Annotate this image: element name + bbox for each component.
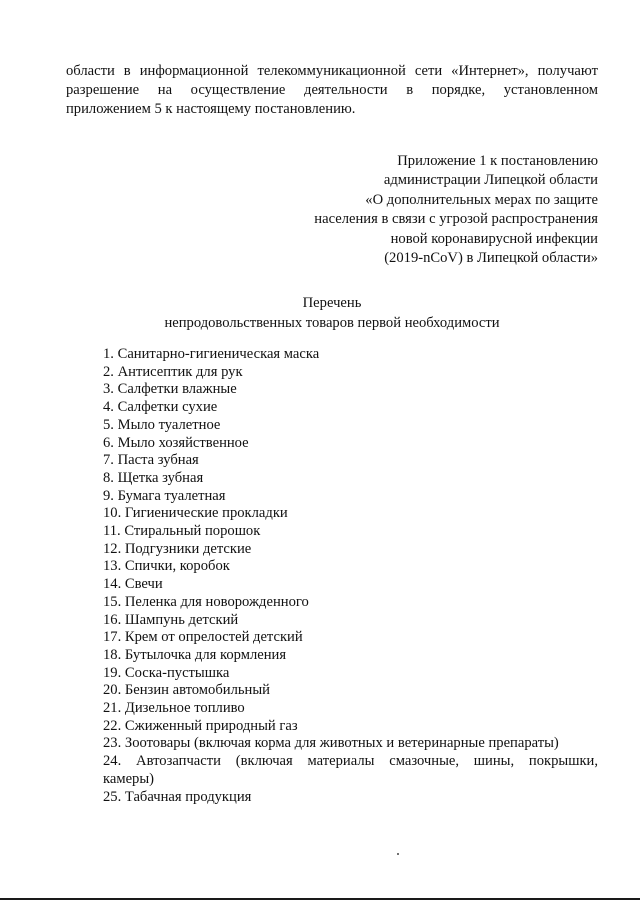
scan-speck [397,853,399,855]
appendix-line: администрации Липецкой области [383,172,598,189]
list-item: 20. Бензин автомобильный [103,682,270,699]
list-item: 12. Подгузники детские [103,540,252,557]
list-item: 2. Антисептик для рук [103,363,243,380]
list-item: 9. Бумага туалетная [103,487,226,504]
list-item: 23. Зоотовары (включая корма для животных и ветеринарные препараты) [103,735,559,752]
appendix-line: (2019-nCoV) в Липецкой области» [384,250,598,267]
list-item: 14. Свечи [103,576,163,593]
intro-line: приложением 5 к настоящему постановлению. [66,101,356,117]
list-item: 10. Гигиенические прокладки [103,505,288,522]
list-item: 4. Салфетки сухие [103,399,218,416]
bottom-rule [0,898,640,900]
appendix-line: новой коронавирусной инфекции [390,230,598,247]
intro-line: области в информационной телекоммуникационной сети «Интернет», получают [66,63,598,79]
list-item: 18. Бутылочка для кормления [103,646,287,663]
list-item: 6. Мыло хозяйственное [103,434,249,451]
list-item: 21. Дизельное топливо [103,700,245,717]
intro-line: разрешение на осуществление деятельности в порядке, установленном [66,82,598,98]
list-item: 8. Щетка зубная [103,469,204,486]
list-item: 16. Шампунь детский [103,611,239,628]
appendix-line: Приложение 1 к постановлению [397,153,598,169]
list-item: 11. Стиральный порошок [103,523,261,540]
list-item: 25. Табачная продукция [103,788,252,805]
list-item: 22. Сжиженный природный газ [103,717,298,734]
list-item: 1. Санитарно-гигиеническая маска [103,346,320,362]
list-item: 7. Паста зубная [103,452,199,469]
appendix-heading [258,152,598,268]
list-title-main: Перечень [302,295,362,311]
list-item-line: камеры) [103,770,155,787]
appendix-line: «О дополнительных мерах по защите [365,191,598,208]
intro-paragraph [66,62,598,119]
list-item: 3. Салфетки влажные [103,381,237,398]
list-item: 19. Соска-пустышка [103,664,230,681]
list-item: 17. Крем от опрелостей детский [103,629,303,646]
list-item: 13. Спички, коробок [103,558,230,575]
appendix-line: населения в связи с угрозой распространения [314,211,598,228]
list-item: 15. Пеленка для новорожденного [103,593,309,610]
list-item: 5. Мыло туалетное [103,416,221,433]
list-title [66,293,598,333]
list-item-autoparts [103,753,598,788]
goods-list [103,346,598,806]
list-title-sub: непродовольственных товаров первой необходимости [164,315,500,331]
list-item-line: 24. Автозапчасти (включая материалы смазочные, шины, покрышки, [103,753,598,770]
